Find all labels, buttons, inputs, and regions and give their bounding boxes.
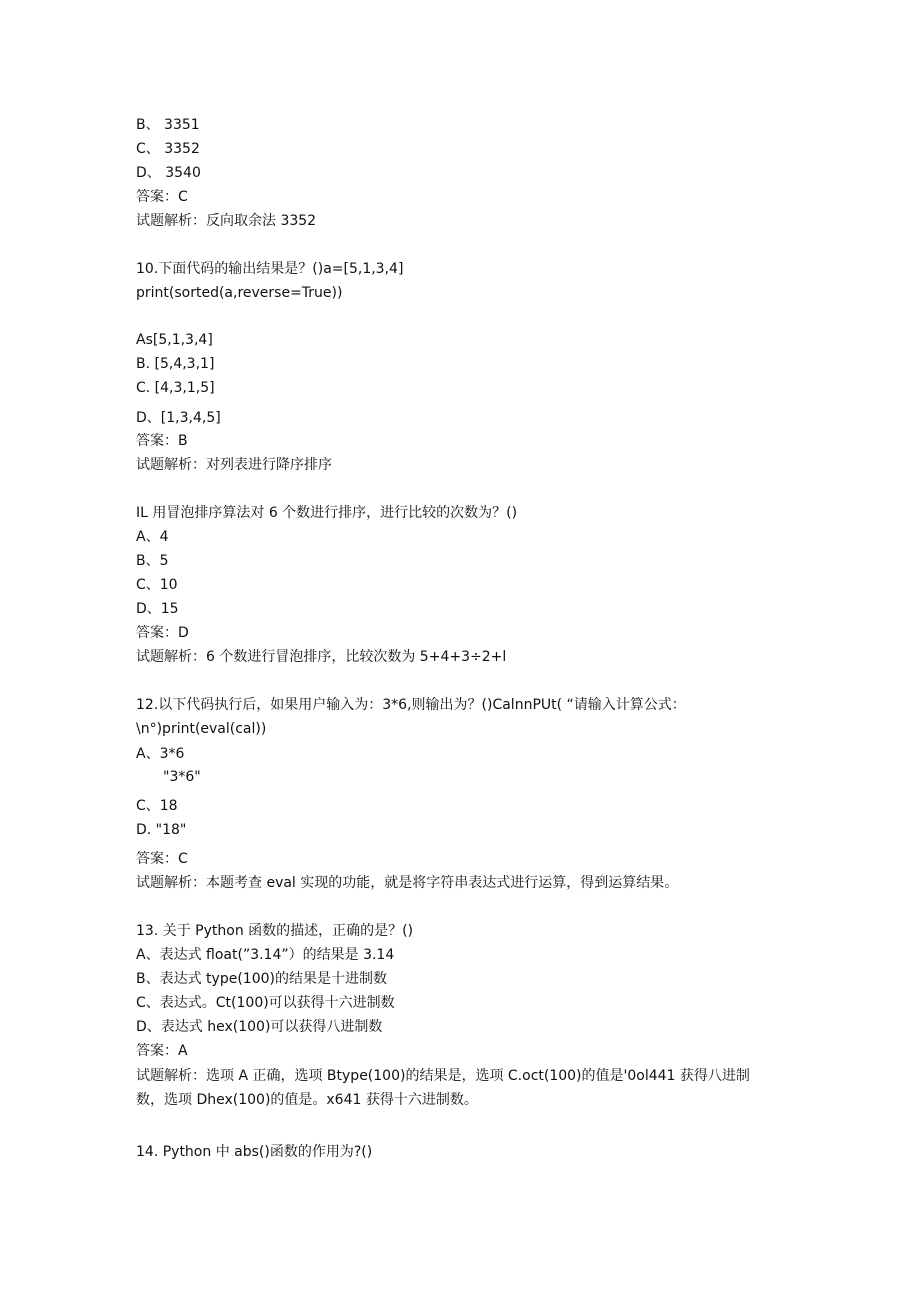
q11-answer: 答案：D — [136, 625, 189, 641]
q11-option-c: C、10 — [136, 577, 178, 593]
q10-answer: 答案：B — [136, 433, 188, 449]
q11-option-b: B、5 — [136, 553, 169, 569]
q13-analysis-line-1: 试题解析：选项 A 正确，选项 Btype(100)的结果是，选项 C.oct(100)的值是'0ol441 获得八进制 — [136, 1068, 750, 1084]
q10-option-b: B. [5,4,3,1] — [136, 356, 215, 372]
q13-answer: 答案：A — [136, 1043, 188, 1059]
q10-option-d: D、[1,3,4,5] — [136, 410, 221, 426]
q13-option-a: A、表达式 float(”3.14”）的结果是 3.14 — [136, 947, 395, 963]
q10-option-c: C. [4,3,1,5] — [136, 380, 215, 396]
q12-option-b: "3*6" — [163, 769, 201, 785]
document-page — [136, 0, 796, 1301]
q13-option-b: B、表达式 type(100)的结果是十进制数 — [136, 971, 387, 987]
q13-option-d: D、表达式 hex(100)可以获得八进制数 — [136, 1019, 383, 1035]
q10-stem-line-2: print(sorted(a,reverse=True)) — [136, 285, 343, 301]
q9-option-c: C、 3352 — [136, 141, 200, 157]
q11-analysis: 试题解析：6 个数进行冒泡排序，比较次数为 5+4+3÷2+l — [136, 649, 507, 665]
q13-option-c: C、表达式。Ct(100)可以获得十六进制数 — [136, 995, 395, 1011]
q9-analysis: 试题解析：反向取余法 3352 — [136, 213, 317, 229]
q10-analysis: 试题解析：对列表进行降序排序 — [136, 457, 332, 473]
q12-option-a: A、3*6 — [136, 746, 185, 762]
q11-option-d: D、15 — [136, 601, 179, 617]
q12-stem-line-1: 12.以下代码执行后，如果用户输入为：3*6,则输出为？()CalnnPUt( “请输入计算公式： — [136, 697, 686, 713]
q11-option-a: A、4 — [136, 529, 169, 545]
q12-stem-line-2: \n°)print(eval(cal)) — [136, 721, 267, 737]
q12-analysis: 试题解析：本题考查 eval 实现的功能，就是将字符串表达式进行运算，得到运算结果。 — [136, 875, 679, 891]
q11-stem: IL 用冒泡排序算法对 6 个数进行排序，进行比较的次数为？() — [136, 505, 518, 521]
q10-option-a: As[5,1,3,4] — [136, 332, 213, 348]
q14-stem: 14. Python 中 abs()函数的作用为?() — [136, 1144, 373, 1160]
q12-answer: 答案：C — [136, 851, 188, 867]
q9-answer: 答案：C — [136, 189, 188, 205]
q9-option-d: D、 3540 — [136, 165, 201, 181]
q10-stem-line-1: 10.下面代码的输出结果是？()a=[5,1,3,4] — [136, 261, 404, 277]
q12-option-c: C、18 — [136, 798, 178, 814]
q13-analysis-line-2: 数，选项 Dhex(100)的值是。x641 获得十六进制数。 — [136, 1092, 478, 1108]
q9-option-b: B、 3351 — [136, 117, 200, 133]
q13-stem: 13. 关于 Python 函数的描述，正确的是？() — [136, 923, 414, 939]
q12-option-d: D. "18" — [136, 822, 187, 838]
